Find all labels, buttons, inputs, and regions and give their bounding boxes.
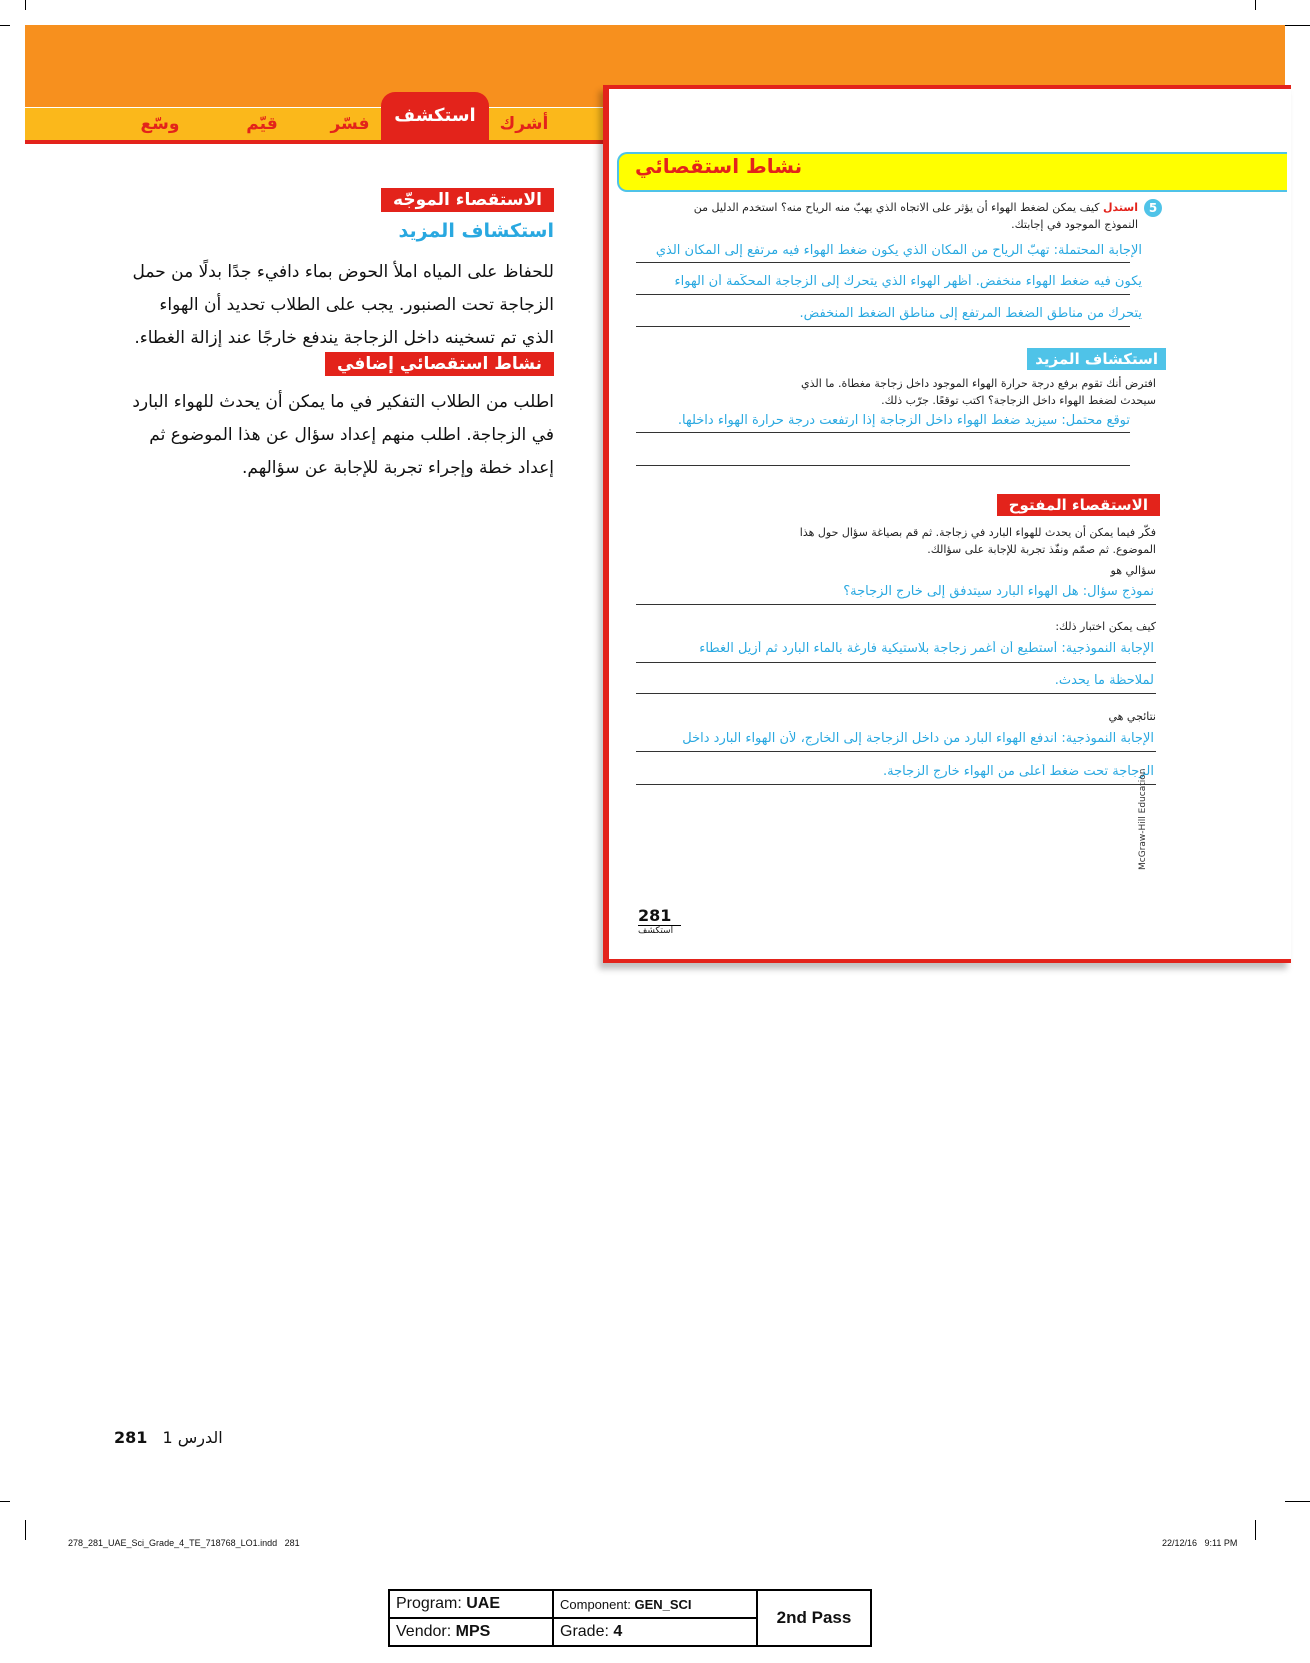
question-keyword: استدل: [1103, 201, 1138, 214]
paragraph-line: الزجاجة تحت الصنبور. يجب على الطلاب تحديد أن الهواء: [159, 295, 554, 315]
right-page-word: استكشف: [638, 926, 674, 936]
paragraph-cold-air: [114, 386, 554, 485]
paragraph-conserve-water: [114, 256, 554, 355]
explore-more-answer: توقع محتمل: سيزيد ضغط الهواء داخل الزجاجة إذا ارتفعت درجة حرارة الهواء داخلها.: [677, 413, 1130, 428]
program-cell: [389, 1590, 553, 1618]
paragraph-line: الذي تم تسخينه داخل الزجاجة يندفع خارجًا عند إزالة الغطاء.: [134, 328, 554, 348]
grade-label: Grade:: [560, 1623, 609, 1640]
more-explore-heading: استكشاف المزيد: [398, 220, 554, 242]
answer-rule: [636, 294, 1130, 295]
question-text: كيف يمكن لضغط الهواء أن يؤثر على الاتجاه الذي يهبّ منه الرياح منه؟ استخدم الدليل من: [693, 201, 1100, 214]
right-page-number: 281: [638, 906, 681, 926]
vendor-label: Vendor:: [396, 1623, 452, 1640]
open-inquiry-text: [656, 524, 1156, 558]
slug-file: 278_281_UAE_Sci_Grade_4_TE_718768_LO1.indd 281: [68, 1538, 300, 1548]
job-info-table: [388, 1589, 872, 1647]
paragraph-line: للحفاظ على المياه املأ الحوض بماء دافيء جدًا بدلًا من حمل: [132, 262, 554, 282]
paragraph-line: إعداد خطة وإجراء تجربة للإجابة عن سؤالهم.: [242, 458, 554, 478]
slug-date: 22/12/16 9:11 PM: [1162, 1538, 1238, 1548]
grade-value: 4: [613, 1623, 623, 1640]
extra-activity-label: نشاط استقصائي إضافي: [325, 352, 554, 376]
answer-rule: [636, 465, 1130, 466]
how-test-answer: الإجابة النموذجية: أستطيع أن أغمر زجاجة بلاستيكية فارغة بالماء البارد ثم أزيل الغطاء: [699, 641, 1154, 656]
banner-title: نشاط استقصائي: [635, 154, 803, 178]
crop-mark: [25, 0, 26, 10]
crop-mark: [25, 1520, 26, 1540]
crop-mark: [0, 25, 10, 26]
vendor-value: MPS: [455, 1623, 491, 1640]
program-label: Program:: [396, 1595, 462, 1612]
answer-rule: [636, 604, 1156, 605]
answer-rule: [636, 784, 1156, 785]
question-number-badge: 5: [1144, 199, 1162, 217]
crop-mark: [1255, 0, 1256, 10]
component-cell: [553, 1590, 757, 1618]
crop-mark: [1255, 1520, 1256, 1540]
crop-mark: [1285, 1501, 1310, 1502]
answer-rule: [636, 432, 1130, 433]
left-footer: [114, 1428, 223, 1447]
open-inquiry-label: الاستقصاء المفتوح: [997, 494, 1160, 516]
question-5-text: [638, 199, 1138, 233]
explore-more-line: سيحدث لضغط الهواء داخل الزجاجة؟ اكتب توقعًا. جرّب ذلك.: [881, 394, 1156, 407]
guided-inquiry-label: الاستقصاء الموجّه: [381, 188, 554, 212]
explore-more-label: استكشاف المزيد: [1027, 348, 1166, 370]
program-value: UAE: [466, 1595, 501, 1612]
answer-line: يتحرك من مناطق الضغط المرتفع إلى مناطق الضغط المنخفض.: [799, 306, 1142, 321]
footer-page-number: 281: [114, 1428, 148, 1447]
explore-more-text: [656, 375, 1156, 409]
answer-rule: [636, 326, 1130, 327]
pass-value: 2nd Pass: [776, 1608, 852, 1627]
crop-mark: [0, 1501, 10, 1502]
component-value: GEN_SCI: [634, 1596, 692, 1612]
grade-cell: [553, 1618, 757, 1646]
question-line: [638, 199, 1138, 216]
open-inquiry-line: الموضوع. ثم صمّم ونفّذ تجربة للإجابة على سؤالك.: [927, 543, 1156, 556]
pass-cell: [757, 1590, 871, 1646]
component-label: Component:: [560, 1596, 631, 1612]
answer-line: الإجابة المحتملة: تهبّ الرياح من المكان الذي يكون ضغط الهواء فيه مرتفع إلى المكان الذي: [655, 243, 1142, 258]
my-question-label: سؤالي هو: [1110, 564, 1156, 577]
open-inquiry-line: فكّر فيما يمكن أن يحدث للهواء البارد في زجاجة. ثم قم بصياغة سؤال حول هذا: [799, 526, 1156, 539]
answer-rule: [636, 262, 1130, 263]
question-line: النموذج الموجود في إجابتك.: [1011, 218, 1138, 231]
answer-line: يكون فيه ضغط الهواء منخفض. أظهر الهواء الذي يتحرك إلى الزجاجة المحكّمة أن الهواء: [674, 274, 1142, 289]
tab-explore[interactable]: استكشف: [381, 92, 489, 140]
paragraph-line: اطلب من الطلاب التفكير في ما يمكن أن يحدث للهواء البارد: [132, 392, 554, 412]
tab-share[interactable]: أشرك: [499, 114, 549, 134]
how-test-answer: لملاحظة ما يحدث.: [1054, 673, 1154, 688]
tab-explain[interactable]: فسّر: [330, 114, 370, 134]
results-answer: الإجابة النموذجية: اندفع الهواء البارد من داخل الزجاجة إلى الخارج، لأن الهواء البارد داخل: [682, 731, 1154, 746]
crop-mark: [1285, 25, 1310, 26]
publisher-credit: McGraw-Hill Education: [1138, 768, 1148, 870]
answer-rule: [636, 662, 1156, 663]
results-answer: الزجاجة تحت ضغط أعلى من الهواء خارج الزجاجة.: [882, 764, 1154, 779]
how-test-label: كيف يمكن اختبار ذلك:: [1055, 620, 1156, 633]
vendor-cell: [389, 1618, 553, 1646]
explore-more-line: افترض أنك تقوم برفع درجة حرارة الهواء الموجود داخل زجاجة مغطاة. ما الذي: [801, 377, 1156, 390]
results-label: نتائجي هي: [1108, 710, 1156, 723]
paragraph-line: في الزجاجة. اطلب منهم إعداد سؤال عن هذا الموضوع ثم: [149, 425, 554, 445]
tab-elaborate[interactable]: وسّع: [140, 114, 180, 134]
my-question-answer: نموذج سؤال: هل الهواء البارد سيتدفق إلى خارج الزجاجة؟: [843, 584, 1154, 599]
footer-lesson: الدرس 1: [162, 1428, 223, 1447]
answer-rule: [636, 751, 1156, 752]
answer-rule: [636, 693, 1156, 694]
tab-evaluate[interactable]: قيّم: [246, 114, 278, 134]
